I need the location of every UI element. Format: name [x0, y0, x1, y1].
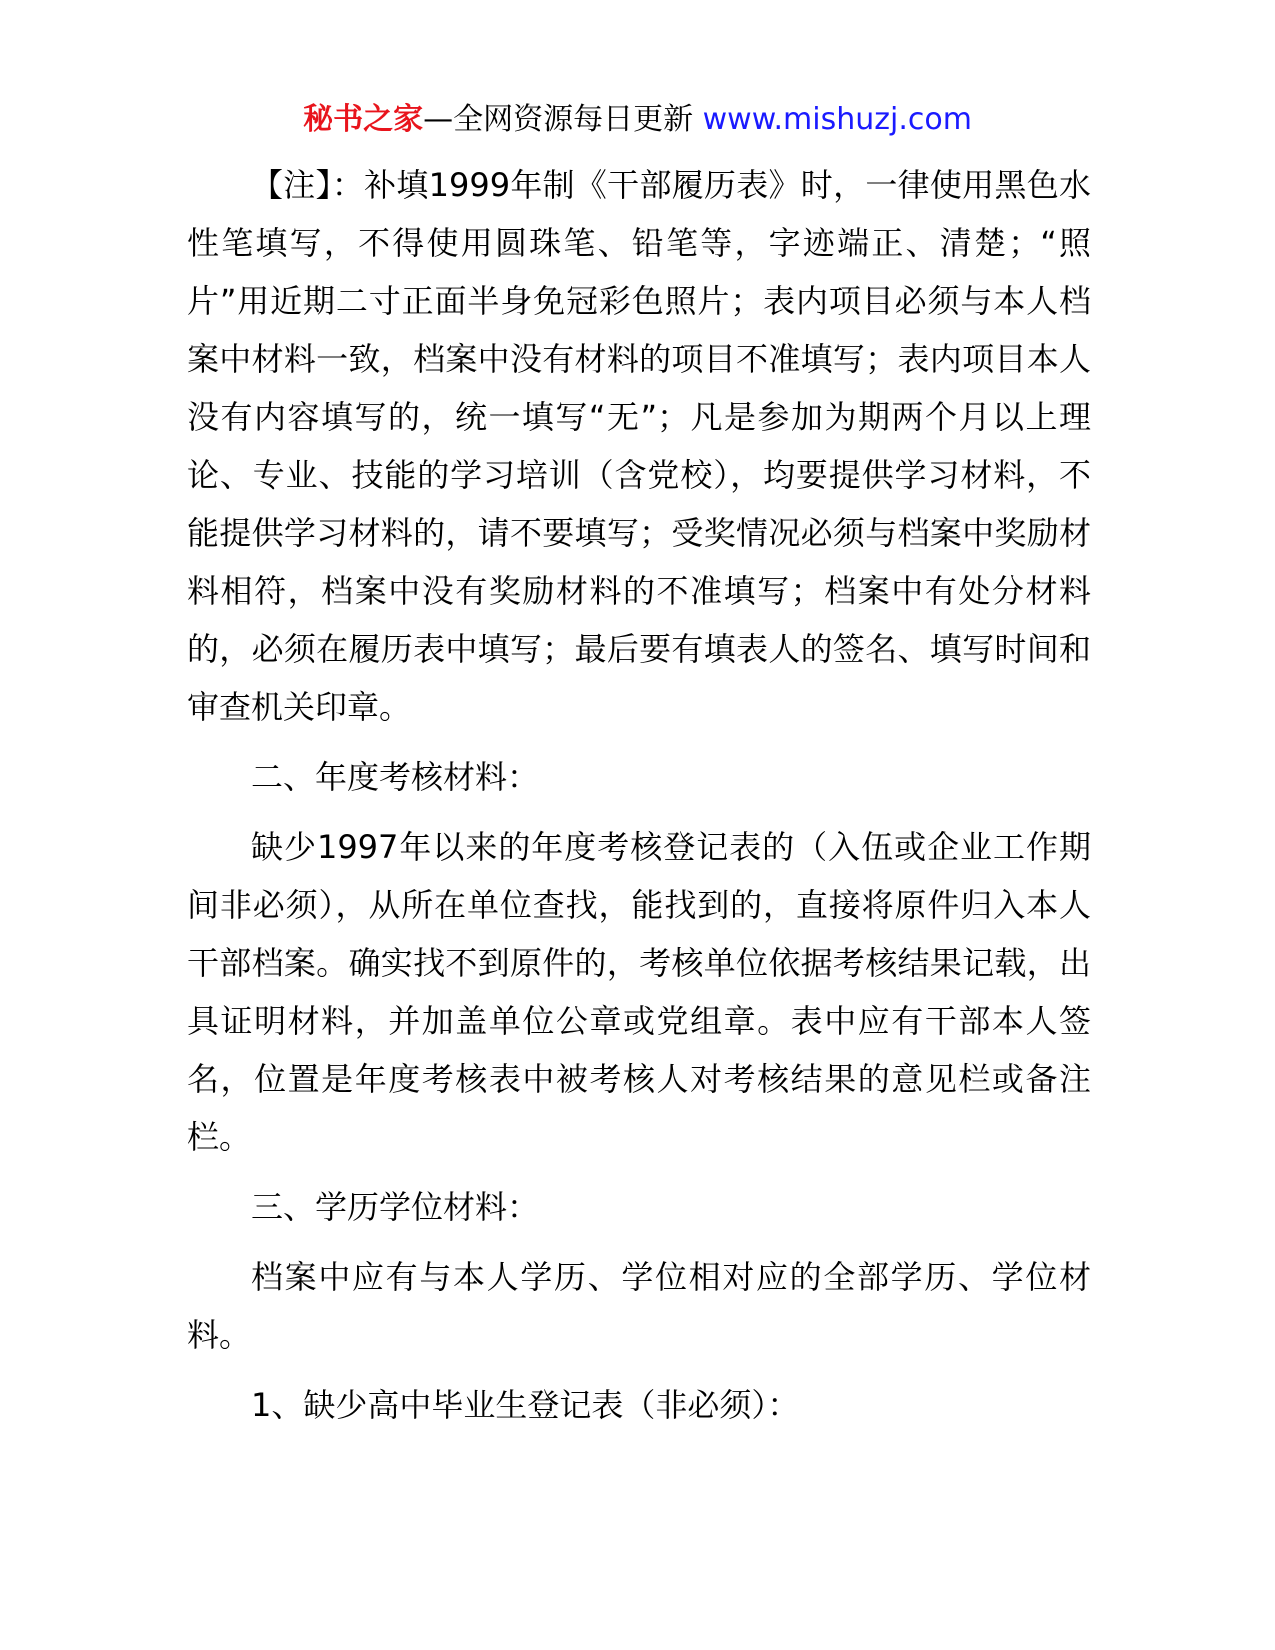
section-heading-annual-assessment: 二、年度考核材料：	[251, 758, 540, 796]
page-header	[0, 100, 1275, 140]
header-tagline: 全网资源每日更新	[453, 102, 703, 137]
document-body	[187, 156, 1091, 1434]
header-dash: —	[423, 102, 454, 137]
item-heading-high-school: 1、缺少高中毕业生登记表（非必须）：	[251, 1386, 800, 1424]
note-paragraph: 【注】：补填1999年制《干部履历表》时，一律使用黑色水性笔填写，不得使用圆珠笔、铅笔等，字迹端正、清楚；“照片”用近期二寸正面半身免冠彩色照片；表内项目必须与本人档案中材料一致，档案中没有材料的项目不准填写；表内项目本人没有内容填写的，统一填写“无”；凡是参加为期两个月以上理论、专业、技能的学习培训（含党校），均要提供学习材料，不能提供学习材料的，请不要填写；受奖情况必须与档案中奖励材料相符，档案中没有奖励材料的不准填写；档案中有处分材料的，必须在履历表中填写；最后要有填表人的签名、填写时间和审查机关印章。	[187, 166, 1091, 726]
section-body-annual-assessment: 缺少1997年以来的年度考核登记表的（入伍或企业工作期间非必须），从所在单位查找，能找到的，直接将原件归入本人干部档案。确实找不到原件的，考核单位依据考核结果记载，出具证明材料，并加盖单位公章或党组章。表中应有干部本人签名，位置是年度考核表中被考核人对考核结果的意见栏或备注栏。	[187, 828, 1091, 1156]
section-body-education: 档案中应有与本人学历、学位相对应的全部学历、学位材料。	[187, 1258, 1091, 1354]
section-heading-education: 三、学历学位材料：	[251, 1188, 540, 1226]
header-brand: 秘书之家	[303, 102, 424, 137]
header-url-link[interactable]: www.mishuzj.com	[702, 102, 972, 137]
